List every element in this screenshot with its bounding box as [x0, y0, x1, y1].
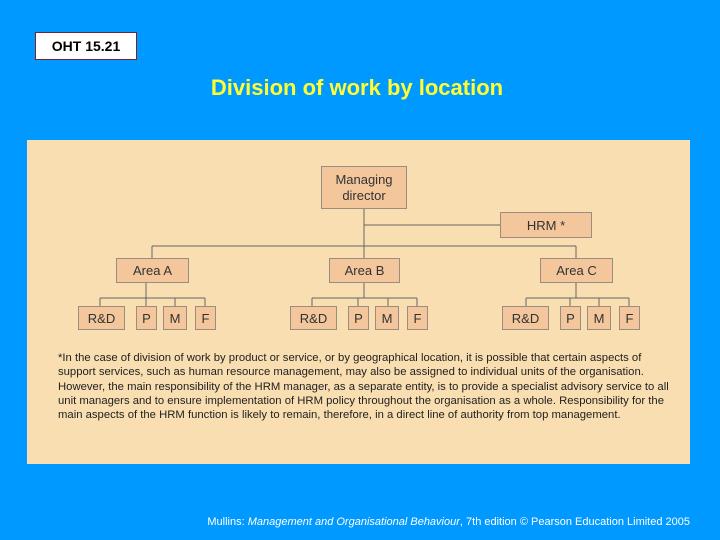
area-b-unit-rd: R&D — [290, 306, 337, 330]
area-a-unit-rd: R&D — [78, 306, 125, 330]
hrm-footnote: *In the case of division of work by product or service, or by geographical location, it is possible that certain aspects of support services, such as human resource management, may also be assigned to individual units of the organisation. However, the main responsibility of the HRM manager, as a separate entity, is to provide a specialist advisory service to all unit managers and to ensure implementation of HRM policy throughout the organisation as a whole. Responsibility for the main aspects of the HRM function is likely to remain, therefore, in a direct line of authority from top management. — [58, 352, 669, 422]
area-a-unit-p: P — [136, 306, 157, 330]
hrm-box: HRM * — [500, 212, 592, 238]
source-citation: Mullins: Management and Organisational Behaviour, 7th edition © Pearson Education Limited 2005 — [207, 516, 690, 528]
area-a-unit-f: F — [195, 306, 216, 330]
area-c-unit-p: P — [560, 306, 581, 330]
area-a-box: Area A — [116, 258, 189, 283]
area-b-unit-p: P — [348, 306, 369, 330]
area-b-unit-m: M — [375, 306, 399, 330]
slide-label: OHT 15.21 — [35, 32, 137, 60]
area-c-unit-rd: R&D — [502, 306, 549, 330]
area-a-unit-m: M — [163, 306, 187, 330]
area-c-unit-m: M — [587, 306, 611, 330]
area-c-unit-f: F — [619, 306, 640, 330]
managing-director-box: Managing director — [321, 166, 407, 209]
area-b-box: Area B — [329, 258, 400, 283]
slide-title: Division of work by location — [210, 75, 504, 100]
area-b-unit-f: F — [407, 306, 428, 330]
area-c-box: Area C — [540, 258, 613, 283]
